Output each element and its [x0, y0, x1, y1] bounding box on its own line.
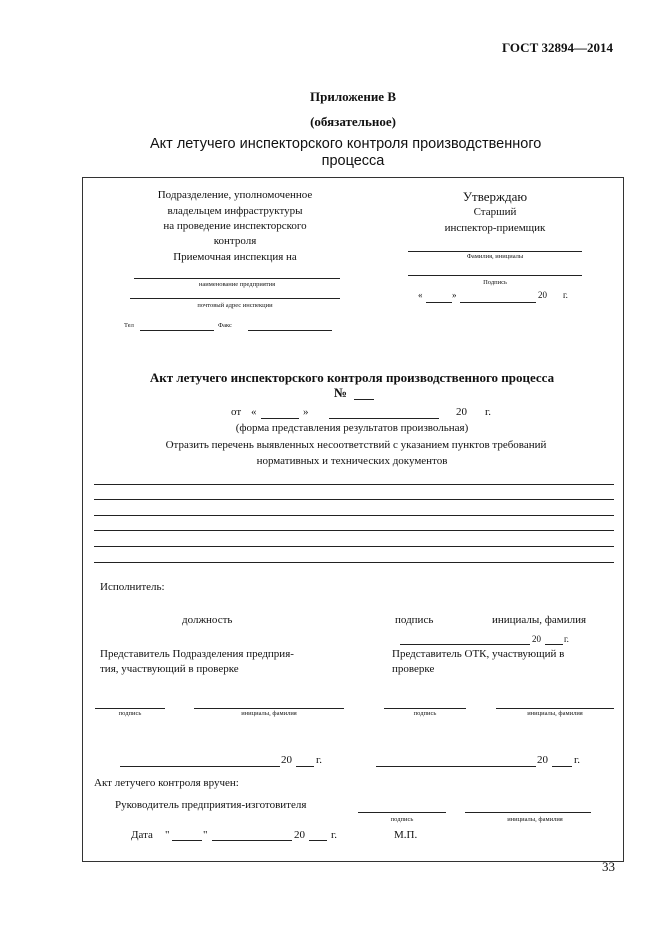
- division-name-caption: инициалы, фамилия: [241, 710, 297, 717]
- division-signature-caption: подпись: [118, 710, 142, 717]
- division-date-year-line: [296, 766, 314, 767]
- handover-date-year-line: [309, 840, 327, 841]
- manager-name-caption: инициалы, фамилия: [507, 816, 563, 823]
- approve-date-month-line: [460, 302, 536, 303]
- appendix-status: (обязательное): [310, 114, 396, 129]
- executor-date-year-line: [545, 644, 563, 645]
- handover-date-quote-close: ": [203, 829, 208, 841]
- act-number-label: №: [334, 385, 348, 400]
- act-date-year: 20: [456, 406, 467, 418]
- act-number-line: [354, 399, 374, 400]
- stamp-label: М.П.: [394, 829, 418, 841]
- page-title-line1: Акт летучего инспекторского контроля производственного: [150, 136, 542, 152]
- handover-date-year: 20: [294, 829, 305, 841]
- address-line: [130, 298, 340, 299]
- approve-date-quote-close: »: [452, 290, 457, 300]
- act-date-quote-close: »: [303, 406, 309, 418]
- act-date-quote-open: «: [251, 406, 257, 418]
- division-name-line: [194, 708, 344, 709]
- manager-signature-caption: подпись: [390, 816, 414, 823]
- act-form-note: (форма представления результатов произвольная): [235, 422, 469, 434]
- act-date-prefix: от: [231, 406, 242, 418]
- handover-date-month-line: [212, 840, 292, 841]
- approver-signature-caption: Подпись: [483, 279, 507, 286]
- division-signature-line: [95, 708, 165, 709]
- appendix-label: Приложение В: [310, 89, 396, 104]
- act-date-suffix: г.: [485, 406, 492, 418]
- handover-date-label: Дата: [131, 829, 153, 841]
- otk-rep-line1: Представитель ОТК, участвующий в: [392, 648, 565, 660]
- page-number: 33: [602, 859, 615, 874]
- approve-label: Утверждаю: [462, 189, 528, 204]
- division-rep-line1: Представитель Подразделения предприя-: [100, 648, 294, 660]
- otk-name-line: [496, 708, 614, 709]
- otk-signature-caption: подпись: [413, 710, 437, 717]
- otk-rep-line2: проверке: [392, 663, 435, 675]
- executor-date-suffix: г.: [564, 634, 569, 644]
- otk-date-year-line: [552, 766, 572, 767]
- address-caption: почтовый адрес инспекции: [197, 302, 273, 309]
- act-date-day-line: [261, 418, 299, 419]
- division-line4: контроля: [213, 235, 257, 247]
- approve-date-suffix: г.: [563, 290, 568, 300]
- approver-role-line2: инспектор-приемщик: [444, 222, 546, 234]
- act-date-month-line: [329, 418, 439, 419]
- manager-label: Руководитель предприятия-изготовителя: [115, 799, 307, 811]
- handover-date-quote-open: ": [165, 829, 170, 841]
- findings-line-1: [94, 484, 614, 485]
- division-date-year: 20: [281, 754, 292, 766]
- approve-date-year: 20: [538, 290, 547, 300]
- handover-date-suffix: г.: [331, 829, 338, 841]
- executor-date-line: [400, 644, 530, 645]
- approver-signature-line: [408, 275, 582, 276]
- division-line2: владельцем инфраструктуры: [167, 205, 303, 217]
- findings-line-4: [94, 530, 614, 531]
- fax-line: [248, 330, 332, 331]
- act-instruction-line1: Отразить перечень выявленных несоответствий с указанием пунктов требований: [165, 439, 547, 451]
- otk-date-year: 20: [537, 754, 548, 766]
- division-line3: на проведение инспекторского: [163, 220, 307, 232]
- handover-label: Акт летучего контроля вручен:: [94, 777, 239, 789]
- executor-date-year: 20: [532, 634, 541, 644]
- act-instruction-line2: нормативных и технических документов: [256, 455, 448, 467]
- enterprise-name-line: [134, 278, 340, 279]
- manager-name-line: [465, 812, 591, 813]
- phone-label: Тел: [124, 322, 134, 329]
- page-title-line2: процесса: [321, 153, 385, 169]
- standard-number: ГОСТ 32894—2014: [501, 40, 613, 55]
- findings-line-3: [94, 515, 614, 516]
- division-date-line: [120, 766, 280, 767]
- manager-signature-line: [358, 812, 446, 813]
- inspection-label: Приемочная инспекция на: [173, 251, 297, 263]
- division-rep-line2: тия, участвующий в проверке: [100, 663, 239, 675]
- division-line1: Подразделение, уполномоченное: [157, 189, 313, 201]
- approver-role-line1: Старший: [473, 206, 517, 218]
- fax-label: Факс: [218, 322, 232, 329]
- enterprise-name-caption: наименование предприятия: [198, 281, 276, 288]
- otk-signature-line: [384, 708, 466, 709]
- executor-signature-caption: подпись: [395, 614, 434, 626]
- phone-line: [140, 330, 214, 331]
- executor-label: Исполнитель:: [100, 581, 165, 593]
- handover-date-day-line: [172, 840, 202, 841]
- act-title: Акт летучего инспекторского контроля производственного процесса: [149, 370, 555, 385]
- findings-line-6: [94, 562, 614, 563]
- otk-date-suffix: г.: [574, 754, 581, 766]
- otk-name-caption: инициалы, фамилия: [527, 710, 583, 717]
- division-date-suffix: г.: [316, 754, 323, 766]
- executor-name-caption: инициалы, фамилия: [492, 614, 587, 626]
- approve-date-quote-open: «: [418, 290, 423, 300]
- approve-date-day-line: [426, 302, 452, 303]
- findings-line-5: [94, 546, 614, 547]
- executor-position-caption: должность: [182, 614, 233, 626]
- approver-name-caption: Фамилия, инициалы: [466, 253, 524, 260]
- approver-name-line: [408, 251, 582, 252]
- findings-line-2: [94, 499, 614, 500]
- otk-date-line: [376, 766, 536, 767]
